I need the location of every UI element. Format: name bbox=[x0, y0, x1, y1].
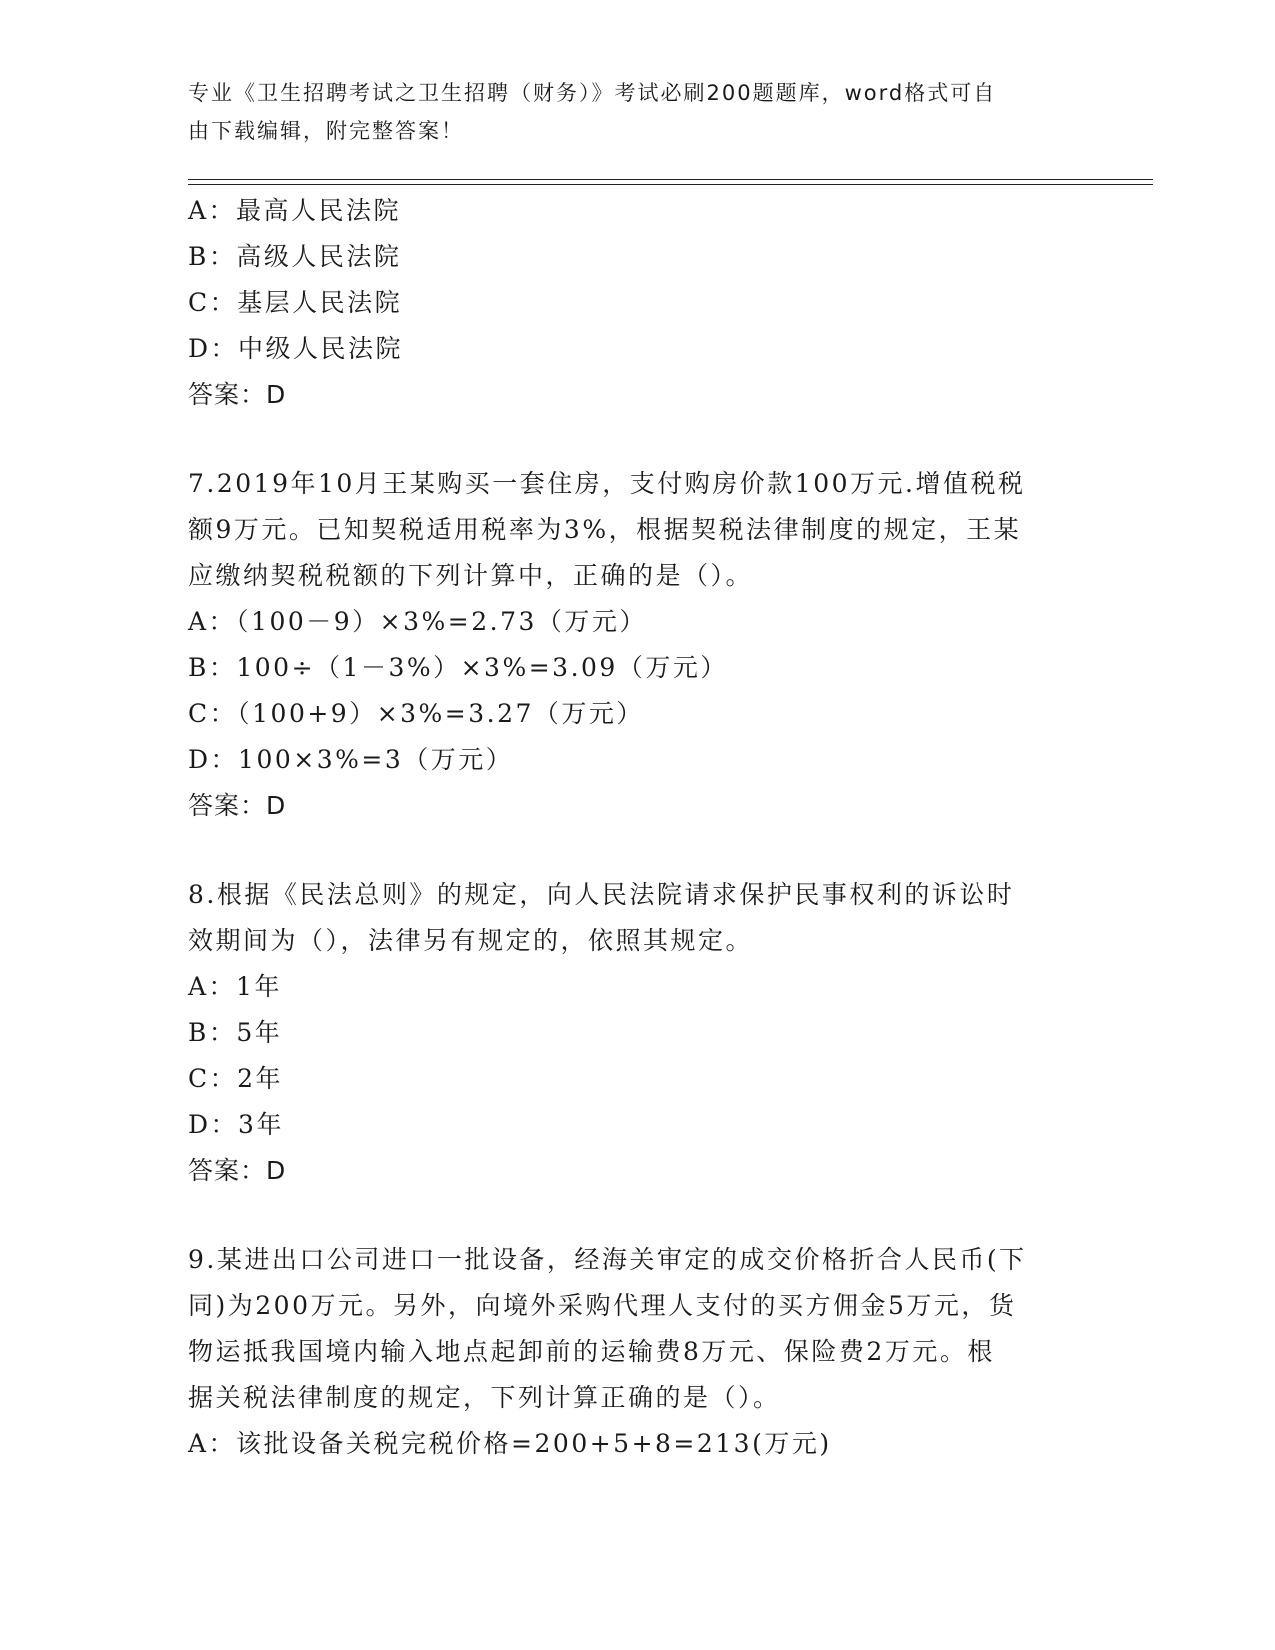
question-text-line: 同)为200万元。另外，向境外采购代理人支付的买方佣金5万元，货 bbox=[188, 1291, 1017, 1320]
option-c: C：基层人民法院 bbox=[188, 288, 403, 317]
option-a: A：1年 bbox=[188, 972, 282, 1001]
question-text-line: 8.根据《民法总则》的规定，向人民法院请求保护民事权利的诉讼时 bbox=[188, 880, 1015, 909]
header-line-2: 由下载编辑，附完整答案！ bbox=[188, 119, 464, 143]
option-a: A：该批设备关税完税价格=200+5+8=213(万元) bbox=[188, 1429, 832, 1458]
question-text-line: 效期间为（），法律另有规定的，依照其规定。 bbox=[188, 926, 754, 955]
header-line-1: 专业《卫生招聘考试之卫生招聘（财务）》考试必刷200题题库，word格式可自 bbox=[188, 81, 997, 105]
question-7-block bbox=[188, 461, 1088, 829]
spacer bbox=[188, 418, 1088, 461]
question-text-line: 物运抵我国境内输入地点起卸前的运输费8万元、保险费2万元。根 bbox=[188, 1337, 995, 1366]
header-rule-bottom bbox=[188, 184, 1153, 185]
option-d: D：3年 bbox=[188, 1110, 284, 1139]
question-text-line: 据关税法律制度的规定，下列计算正确的是（）。 bbox=[188, 1383, 781, 1412]
spacer bbox=[188, 829, 1088, 872]
document-header bbox=[188, 74, 1088, 150]
question-text-line: 额9万元。已知契税适用税率为3%，根据契税法律制度的规定，王某 bbox=[188, 515, 1022, 544]
option-b: B：5年 bbox=[188, 1018, 283, 1047]
answer-line: 答案：D bbox=[188, 791, 287, 820]
option-a: A：（100－9）×3%=2.73（万元） bbox=[188, 607, 647, 636]
question-6-block bbox=[188, 188, 1088, 418]
question-text-line: 9.某进出口公司进口一批设备，经海关审定的成交价格折合人民币(下 bbox=[188, 1245, 1027, 1274]
answer-line: 答案：D bbox=[188, 1156, 287, 1185]
question-9-block bbox=[188, 1237, 1088, 1467]
option-c: C：2年 bbox=[188, 1064, 284, 1093]
option-b: B：高级人民法院 bbox=[188, 242, 402, 271]
question-text-line: 7.2019年10月王某购买一套住房，支付购房价款100万元.增值税税 bbox=[188, 469, 1026, 498]
spacer bbox=[188, 1194, 1088, 1237]
option-d: D：100×3%=3（万元） bbox=[188, 745, 514, 774]
option-c: C：（100+9）×3%=3.27（万元） bbox=[188, 699, 644, 728]
question-8-block bbox=[188, 872, 1088, 1194]
option-b: B：100÷（1－3%）×3%=3.09（万元） bbox=[188, 653, 728, 682]
answer-line: 答案：D bbox=[188, 380, 287, 409]
question-text-line: 应缴纳契税税额的下列计算中，正确的是（）。 bbox=[188, 561, 754, 590]
question-content bbox=[188, 188, 1088, 1467]
header-rule-top bbox=[188, 179, 1153, 180]
option-a: A：最高人民法院 bbox=[188, 196, 402, 225]
option-d: D：中级人民法院 bbox=[188, 334, 404, 363]
